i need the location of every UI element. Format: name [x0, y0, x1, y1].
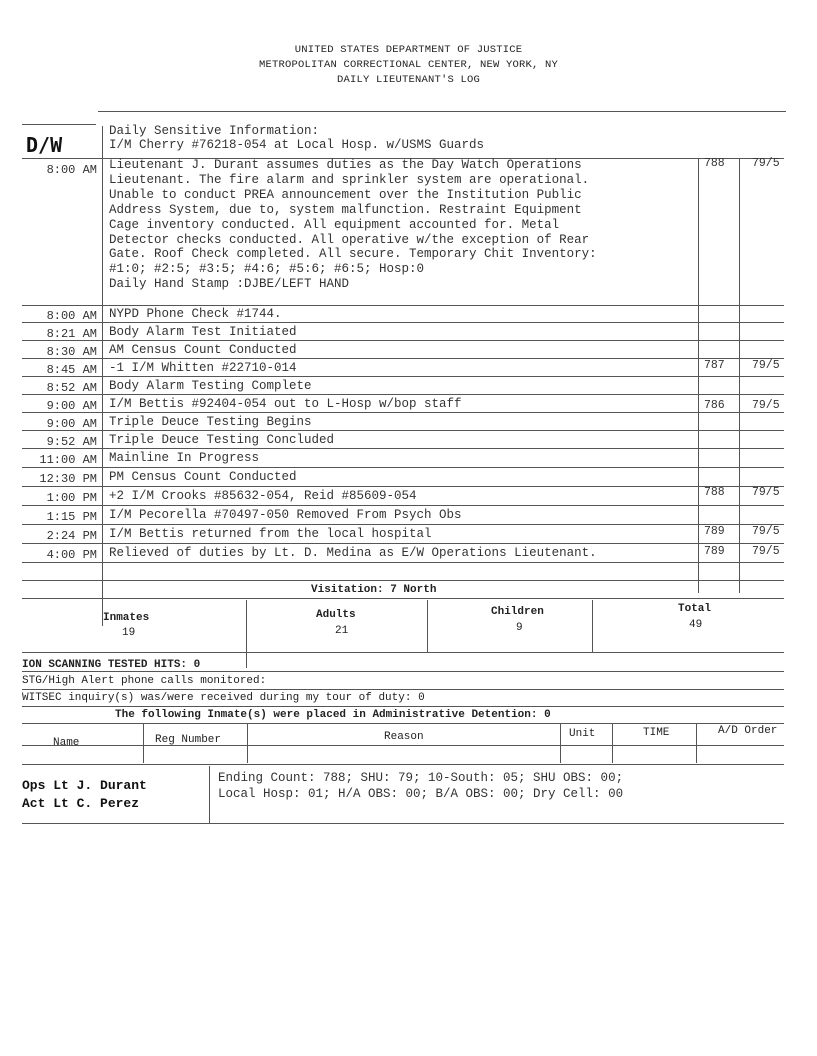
admin-col-name: Name: [53, 737, 80, 749]
ion-rule: [22, 671, 784, 672]
row-line: [22, 394, 784, 395]
row-line: [22, 376, 784, 377]
entry-time: 4:00 PM: [46, 548, 97, 562]
entry-text: Triple Deuce Testing Begins: [109, 415, 312, 429]
admin-divider: [696, 723, 697, 763]
watch-label: D/W: [26, 133, 63, 157]
entry-time: 8:45 AM: [46, 363, 97, 377]
entry-shu: 79/5: [752, 399, 780, 412]
entry-text: +2 I/M Crooks #85632-054, Reid #85609-054: [109, 489, 417, 503]
ending-count-line-2: Local Hosp: 01; H/A OBS: 00; B/A OBS: 00; Dry Cell: 00: [218, 787, 624, 801]
admin-col-unit: Unit: [569, 728, 596, 740]
first-entry-line: Cage inventory conducted. All equipment accounted for. Metal: [109, 217, 560, 232]
visitation-divider: [246, 600, 247, 668]
admin-header-rule: [22, 745, 784, 746]
entry-time: 8:30 AM: [46, 345, 97, 359]
row-line: [22, 412, 784, 413]
entry-text: I/M Bettis returned from the local hospital: [109, 527, 432, 541]
admin-col-ad-order: A/D Order: [718, 725, 778, 737]
entry-shu: 79/5: [752, 486, 780, 499]
entry-count: 788: [704, 157, 725, 170]
witsec-rule: [22, 706, 784, 707]
visitation-divider: [427, 600, 428, 652]
entry-count: 788: [704, 486, 725, 499]
ending-count-line-1: Ending Count: 788; SHU: 79; 10-South: 05; SHU OBS: 00;: [218, 771, 624, 785]
entry-time: 12:30 PM: [39, 472, 97, 486]
visitation-rule: [22, 598, 784, 599]
admin-col-time: TIME: [643, 727, 670, 739]
entry-text: AM Census Count Conducted: [109, 343, 297, 357]
entry-text: Relieved of duties by Lt. D. Medina as E/W Operations Lieutenant.: [109, 546, 597, 560]
entry-text: NYPD Phone Check #1744.: [109, 307, 282, 321]
entry-time: 11:00 AM: [39, 453, 97, 467]
total-value: 49: [689, 619, 703, 631]
header-line-1: UNITED STATES DEPARTMENT OF JUSTICE: [294, 44, 523, 56]
admin-divider: [560, 723, 561, 763]
admin-bottom-rule: [22, 764, 784, 765]
entry-count: 789: [704, 525, 725, 538]
entry-time: 2:24 PM: [46, 529, 97, 543]
entry-time: 8:21 AM: [46, 327, 97, 341]
row-line: [22, 340, 784, 341]
admin-divider: [612, 723, 613, 763]
entry-text: I/M Pecorella #70497-050 Removed From Psych Obs: [109, 508, 462, 522]
entry-time: 8:52 AM: [46, 381, 97, 395]
witsec-inquiry: WITSEC inquiry(s) was/were received during my tour of duty: 0: [22, 692, 425, 704]
row-line: [22, 486, 784, 487]
signature-divider: [209, 766, 210, 824]
admin-col-reg-number: Reg Number: [155, 734, 222, 746]
visitation-bottom-rule: [22, 652, 784, 653]
children-label: Children: [491, 606, 544, 618]
header-line-2: METROPOLITAN CORRECTIONAL CENTER, NEW YORK, NY: [258, 59, 559, 71]
header-line-3: DAILY LIEUTENANT'S LOG: [336, 74, 481, 86]
first-entry-line: Daily Hand Stamp :DJBE/LEFT HAND: [109, 277, 350, 292]
entry-count: 787: [704, 359, 725, 372]
admin-col-reason: Reason: [384, 731, 424, 743]
row-line: [22, 448, 784, 449]
row-line: [22, 430, 784, 431]
acting-lieutenant-signature: Act Lt C. Perez: [22, 796, 140, 811]
stg-calls: STG/High Alert phone calls monitored:: [22, 675, 267, 687]
entry-text: Triple Deuce Testing Concluded: [109, 433, 335, 447]
row-line: [22, 322, 784, 323]
admin-title-rule: [22, 723, 784, 724]
entry-text: PM Census Count Conducted: [109, 470, 297, 484]
row-line: [22, 305, 784, 306]
entry-time: 8:00 AM: [46, 163, 97, 177]
row-line: [22, 505, 784, 506]
first-entry-text: [109, 158, 699, 292]
ion-scanning-hits: ION SCANNING TESTED HITS: 0: [22, 659, 201, 671]
bottom-rule: [22, 823, 784, 824]
entry-shu: 79/5: [752, 359, 780, 372]
entry-time: 1:00 PM: [46, 491, 97, 505]
entry-count: 789: [704, 545, 725, 558]
row-line: [22, 580, 784, 581]
entry-text: Mainline In Progress: [109, 451, 260, 465]
sensitive-info-detail: I/M Cherry #76218-054 at Local Hosp. w/USMS Guards: [109, 138, 485, 152]
first-entry-line: Gate. Roof Check completed. All secure. Temporary Chit Inventory:: [109, 247, 597, 262]
admin-divider: [143, 723, 144, 763]
admin-divider: [247, 723, 248, 763]
entry-text: Body Alarm Test Initiated: [109, 325, 297, 339]
entry-time: 9:52 AM: [46, 435, 97, 449]
ops-lieutenant-signature: Ops Lt J. Durant: [22, 778, 147, 793]
entry-shu: 79/5: [752, 157, 780, 170]
adults-value: 21: [335, 625, 349, 637]
stg-rule: [22, 689, 784, 690]
entry-text: I/M Bettis #92404-054 out to L-Hosp w/bop staff: [109, 397, 462, 411]
entry-time: 9:00 AM: [46, 399, 97, 413]
top-rule: [98, 111, 786, 112]
visitation-title: Visitation: 7 North: [311, 584, 437, 596]
first-entry-line: Lieutenant J. Durant assumes duties as the Day Watch Operations: [109, 158, 582, 172]
entry-time: 1:15 PM: [46, 510, 97, 524]
top-rule-left: [22, 124, 96, 125]
row-line: [22, 562, 784, 563]
inmates-value: 19: [122, 627, 136, 639]
row-line: [22, 467, 784, 468]
entry-time: 8:00 AM: [46, 309, 97, 323]
entry-text: Body Alarm Testing Complete: [109, 379, 312, 393]
first-entry-line: Unable to conduct PREA announcement over the Institution Public: [109, 187, 582, 202]
first-entry-line: Lieutenant. The fire alarm and sprinkler system are operational.: [109, 172, 590, 187]
row-line: [22, 358, 784, 359]
first-entry-line: #1:0; #2:5; #3:5; #4:6; #5:6; #6:5; Hosp:0: [109, 262, 425, 277]
children-value: 9: [516, 622, 523, 634]
entry-count: 786: [704, 399, 725, 412]
entry-shu: 79/5: [752, 525, 780, 538]
admin-detention-title: The following Inmate(s) were placed in Administrative Detention: 0: [115, 709, 551, 721]
visitation-divider: [592, 600, 593, 652]
entry-time: 9:00 AM: [46, 417, 97, 431]
row-line: [22, 543, 784, 544]
total-label: Total: [678, 603, 712, 615]
inmates-label: Inmates: [103, 612, 150, 624]
adults-label: Adults: [316, 609, 356, 621]
row-line: [22, 524, 784, 525]
first-entry-line: Detector checks conducted. All operative w/the exception of Rear: [109, 232, 590, 247]
entry-shu: 79/5: [752, 545, 780, 558]
sensitive-info-title: Daily Sensitive Information:: [109, 124, 320, 138]
entry-text: -1 I/M Whitten #22710-014: [109, 361, 297, 375]
first-entry-line: Address System, due to, system malfunction. Restraint Equipment: [109, 202, 582, 217]
